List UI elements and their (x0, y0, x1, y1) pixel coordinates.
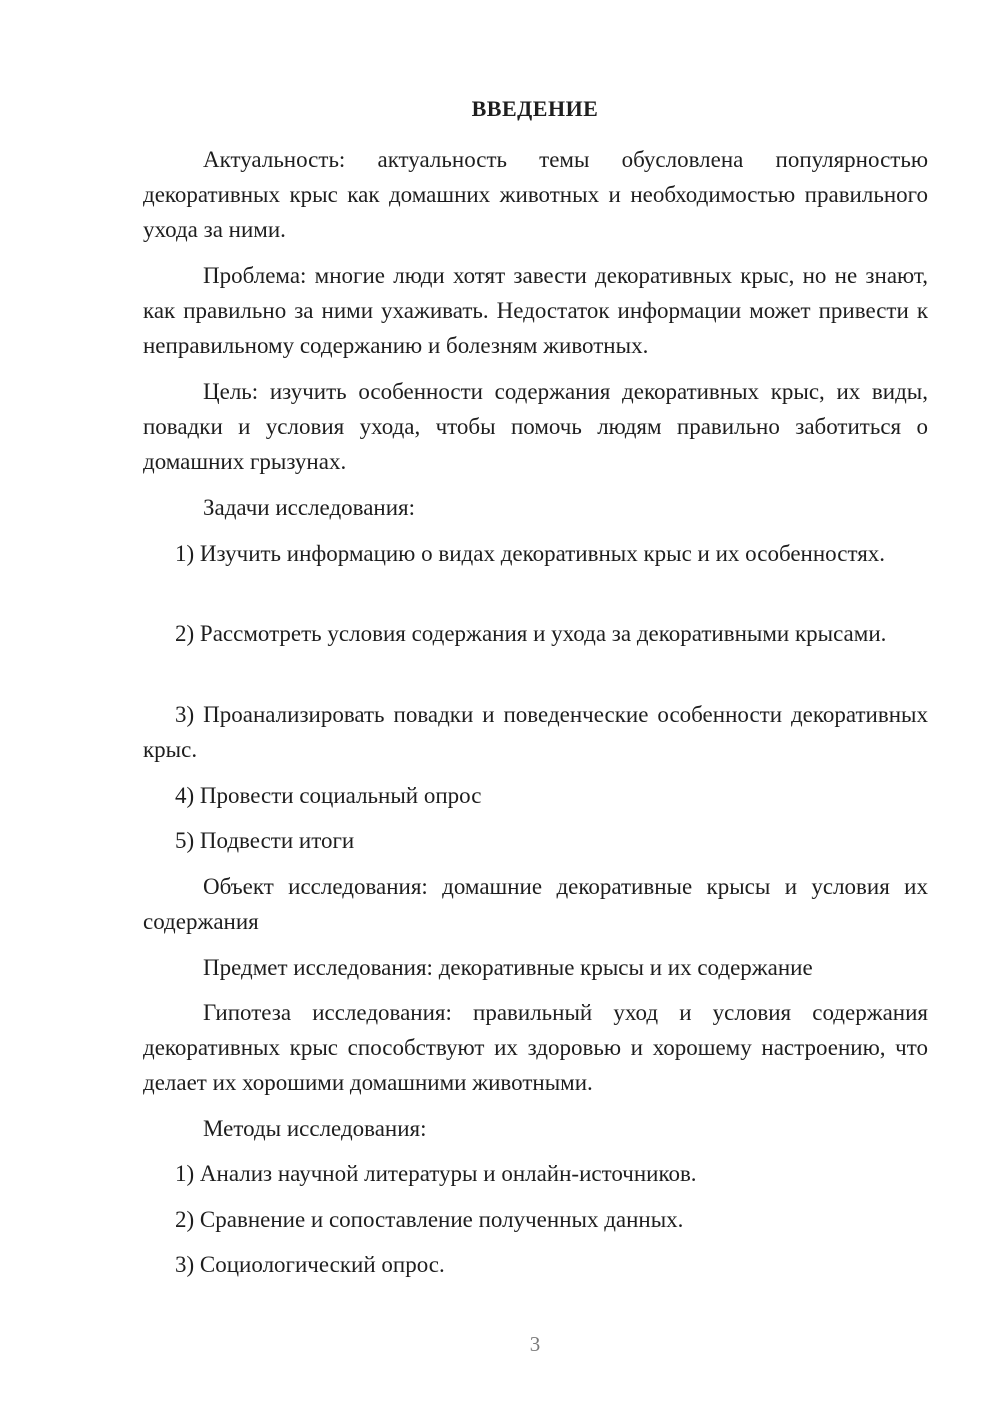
paragraph-hypothesis: Гипотеза исследования: правильный уход и условия содержания декоративных крыс способствуют их здоровью и хорошему настроению, что делает их хорошими домашними животными. (143, 1000, 928, 1095)
task-item-3: 3) Проанализировать повадки и поведенческие особенности декоративных крыс. (143, 702, 928, 762)
tasks-title: Задачи исследования: (203, 495, 416, 520)
task-item-2: 2) Рассмотреть условия содержания и ухода за декоративными крысами. (175, 621, 887, 646)
task-item-1: 1) Изучить информацию о видах декоративных крыс и их особенностях. (175, 541, 886, 566)
task-item-5: 5) Подвести итоги (175, 828, 355, 853)
paragraph-relevance: Актуальность: актуальность темы обусловлена популярностью декоративных крыс как домашних животных и необходимостью правильного ухода за ними. (143, 147, 928, 242)
method-item-1: 1) Анализ научной литературы и онлайн-источников. (175, 1161, 697, 1186)
paragraph-problem: Проблема: многие люди хотят завести декоративных крыс, но не знают, как правильно за ними ухаживать. Недостаток информации может привести к неправильному содержанию и болезням животных. (143, 263, 928, 358)
paragraph-goal: Цель: изучить особенности содержания декоративных крыс, их виды, повадки и условия ухода, чтобы помочь людям правильно заботиться о домашних грызунах. (143, 379, 928, 474)
method-item-3: 3) Социологический опрос. (175, 1252, 445, 1277)
page-number: 3 (529, 1332, 541, 1356)
paragraph-subject: Предмет исследования: декоративные крысы и их содержание (203, 955, 813, 980)
page-title: ВВЕДЕНИЕ (471, 96, 599, 121)
task-item-4: 4) Провести социальный опрос (175, 783, 482, 808)
methods-title: Методы исследования: (203, 1116, 427, 1141)
paragraph-object: Объект исследования: домашние декоративные крысы и условия их содержания (143, 874, 928, 934)
method-item-2: 2) Сравнение и сопоставление полученных данных. (175, 1207, 684, 1232)
